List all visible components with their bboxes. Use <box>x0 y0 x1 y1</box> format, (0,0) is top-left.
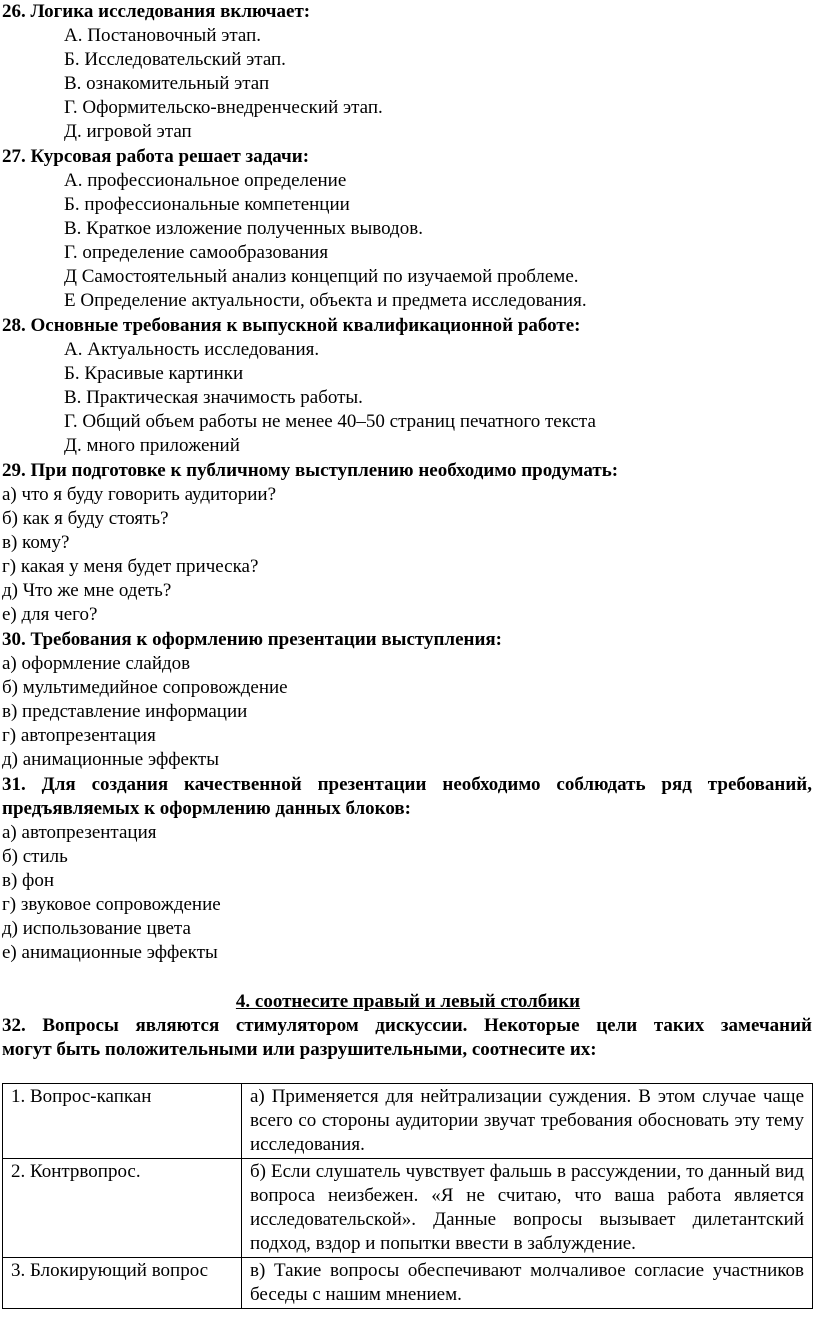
question-31-title-line2: предъявляемых к оформлению данных блоков: <box>2 798 411 819</box>
q28-option-e: Д. много приложений <box>64 435 240 456</box>
q30-option-e: д) анимационные эффекты <box>2 749 219 770</box>
q30-option-c: в) представление информации <box>2 701 248 722</box>
question-32-title-line1: 32. Вопросы являются стимулятором дискуссии. Некоторые цели таких замечаний <box>2 1015 812 1036</box>
question-28-title: 28. Основные требования к выпускной квалификационной работе: <box>2 315 581 336</box>
q29-option-a: а) что я буду говорить аудитории? <box>2 484 276 505</box>
table-cell-right: а) Применяется для нейтрализации суждения. В этом случае чаще всего со стороны аудитории звучат требования обосновать эту тему исследования. <box>242 1084 813 1159</box>
table-cell-left: 3. Блокирующий вопрос <box>3 1258 242 1309</box>
q30-option-b: б) мультимедийное сопровождение <box>2 677 288 698</box>
table-cell-left: 1. Вопрос-капкан <box>3 1084 242 1159</box>
q26-option-e: Д. игровой этап <box>64 121 192 142</box>
table-row <box>3 1258 813 1309</box>
q30-option-a: а) оформление слайдов <box>2 653 191 674</box>
q26-option-a: А. Постановочный этап. <box>64 25 262 46</box>
q28-option-c: В. Практическая значимость работы. <box>64 387 363 408</box>
q31-option-e: д) использование цвета <box>2 918 191 939</box>
question-32-title-line2: могут быть положительными или разрушительными, соотнесите их: <box>2 1039 597 1060</box>
q29-option-d: г) какая у меня будет прическа? <box>2 556 259 577</box>
q30-option-d: г) автопрезентация <box>2 725 156 746</box>
question-29-title: 29. При подготовке к публичному выступлению необходимо продумать: <box>2 460 619 481</box>
q28-option-a: А. Актуальность исследования. <box>64 339 320 360</box>
q31-option-a: а) автопрезентация <box>2 822 157 843</box>
q27-option-c: В. Краткое изложение полученных выводов. <box>64 218 423 239</box>
q27-option-b: Б. профессиональные компетенции <box>64 194 350 215</box>
matching-table <box>2 1083 813 1309</box>
q27-option-f: Е Определение актуальности, объекта и предмета исследования. <box>64 290 587 311</box>
question-30-title: 30. Требования к оформлению презентации выступления: <box>2 629 503 650</box>
q27-option-a: А. профессиональное определение <box>64 170 347 191</box>
q26-option-b: Б. Исследовательский этап. <box>64 49 286 70</box>
q29-option-e: д) Что же мне одеть? <box>2 580 172 601</box>
q27-option-d: Г. определение самообразования <box>64 242 329 263</box>
q26-option-c: В. ознакомительный этап <box>64 73 270 94</box>
table-row <box>3 1159 813 1258</box>
q26-option-d: Г. Оформительско-внедренческий этап. <box>64 97 383 118</box>
q29-option-b: б) как я буду стоять? <box>2 508 169 529</box>
q31-option-c: в) фон <box>2 870 55 891</box>
table-row <box>3 1084 813 1159</box>
q27-option-e: Д Самостоятельный анализ концепций по изучаемой проблеме. <box>64 266 579 287</box>
table-cell-right: в) Такие вопросы обеспечивают молчаливое согласие участников беседы с нашим мнением. <box>242 1258 813 1309</box>
q28-option-d: Г. Общий объем работы не менее 40–50 страниц печатного текста <box>64 411 596 432</box>
q28-option-b: Б. Красивые картинки <box>64 363 244 384</box>
q31-option-b: б) стиль <box>2 846 68 867</box>
question-26-title: 26. Логика исследования включает: <box>2 1 311 22</box>
table-cell-right: б) Если слушатель чувствует фальшь в рассуждении, то данный вид вопроса неизбежен. «Я не считаю, что ваша работа является исследовательской». Данные вопросы вызывает дилетантский подход, вздор и попытки ввести в заблуждение. <box>242 1159 813 1258</box>
q31-option-f: е) анимационные эффекты <box>2 942 218 963</box>
table-cell-left: 2. Контрвопрос. <box>3 1159 242 1258</box>
q31-option-d: г) звуковое сопровождение <box>2 894 221 915</box>
q29-option-c: в) кому? <box>2 532 70 553</box>
q29-option-f: е) для чего? <box>2 604 98 625</box>
question-27-title: 27. Курсовая работа решает задачи: <box>2 146 310 167</box>
section-4-title: 4. соотнесите правый и левый столбики <box>235 991 581 1012</box>
question-31-title-line1: 31. Для создания качественной презентации необходимо соблюдать ряд требований, <box>2 774 812 795</box>
